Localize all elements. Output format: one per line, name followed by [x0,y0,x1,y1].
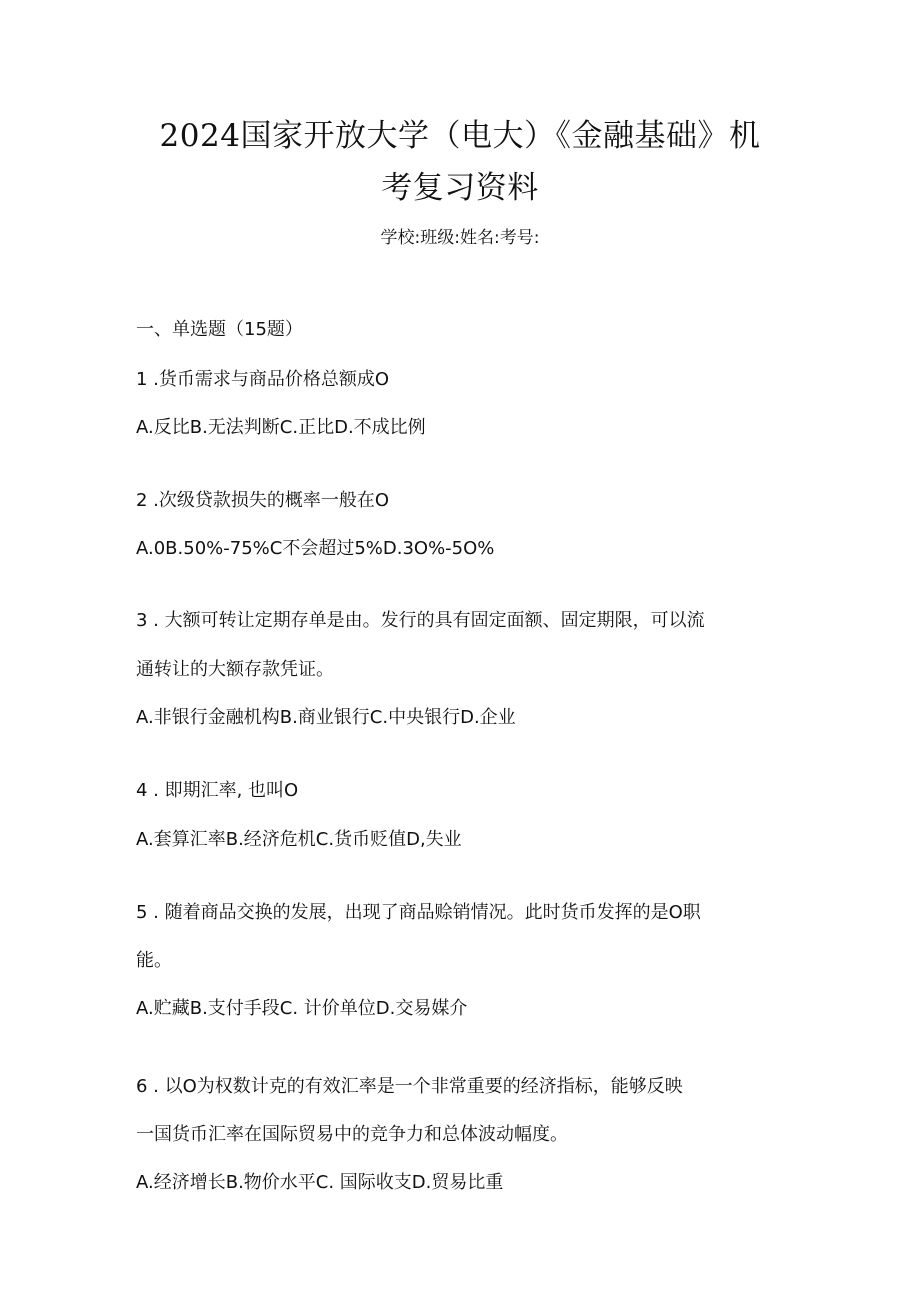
question-1-text: 1 .货币需求与商品价格总额成O [136,369,390,390]
section-heading: 一、单选题（15题） [136,319,303,340]
question-4-text: 4 . 即期汇率, 也叫O [136,780,299,801]
question-5-text-line-1: 5 . 随着商品交换的发展，出现了商品赊销情况。此时货币发挥的是O职 [136,902,701,923]
question-3-options: A.非银行金融机构B.商业银行C.中央银行D.企业 [136,707,516,728]
question-3-text-line-1: 3 . 大额可转让定期存单是由。发行的具有固定面额、固定期限，可以流 [136,610,705,631]
question-4-options: A.套算汇率B.经济危机C.货币贬值D,失业 [136,829,462,850]
question-2-options: A.0B.50%-75%C不会超过5%D.3O%-5O% [136,538,495,559]
student-info-line: 学校:班级:姓名:考号: [380,228,540,248]
document-title-line-2: 考复习资料 [381,170,539,206]
question-5-text-line-2: 能。 [136,950,172,971]
question-3-text-line-2: 通转让的大额存款凭证。 [136,659,334,680]
question-1-options: A.反比B.无法判断C.正比D.不成比例 [136,417,426,438]
question-2-text: 2 .次级贷款损失的概率一般在O [136,490,390,511]
question-6-text-line-1: 6 . 以O为权数计克的有效汇率是一个非常重要的经济指标，能够反映 [136,1076,683,1097]
question-5-options: A.贮藏B.支付手段C. 计价单位D.交易媒介 [136,998,468,1019]
document-title-line-1: 2024国家开放大学（电大）《金融基础》机 [159,118,761,154]
question-6-options: A.经济增长B.物价水平C. 国际收支D.贸易比重 [136,1172,504,1193]
question-6-text-line-2: 一国货币汇率在国际贸易中的竞争力和总体波动幅度。 [136,1124,568,1145]
